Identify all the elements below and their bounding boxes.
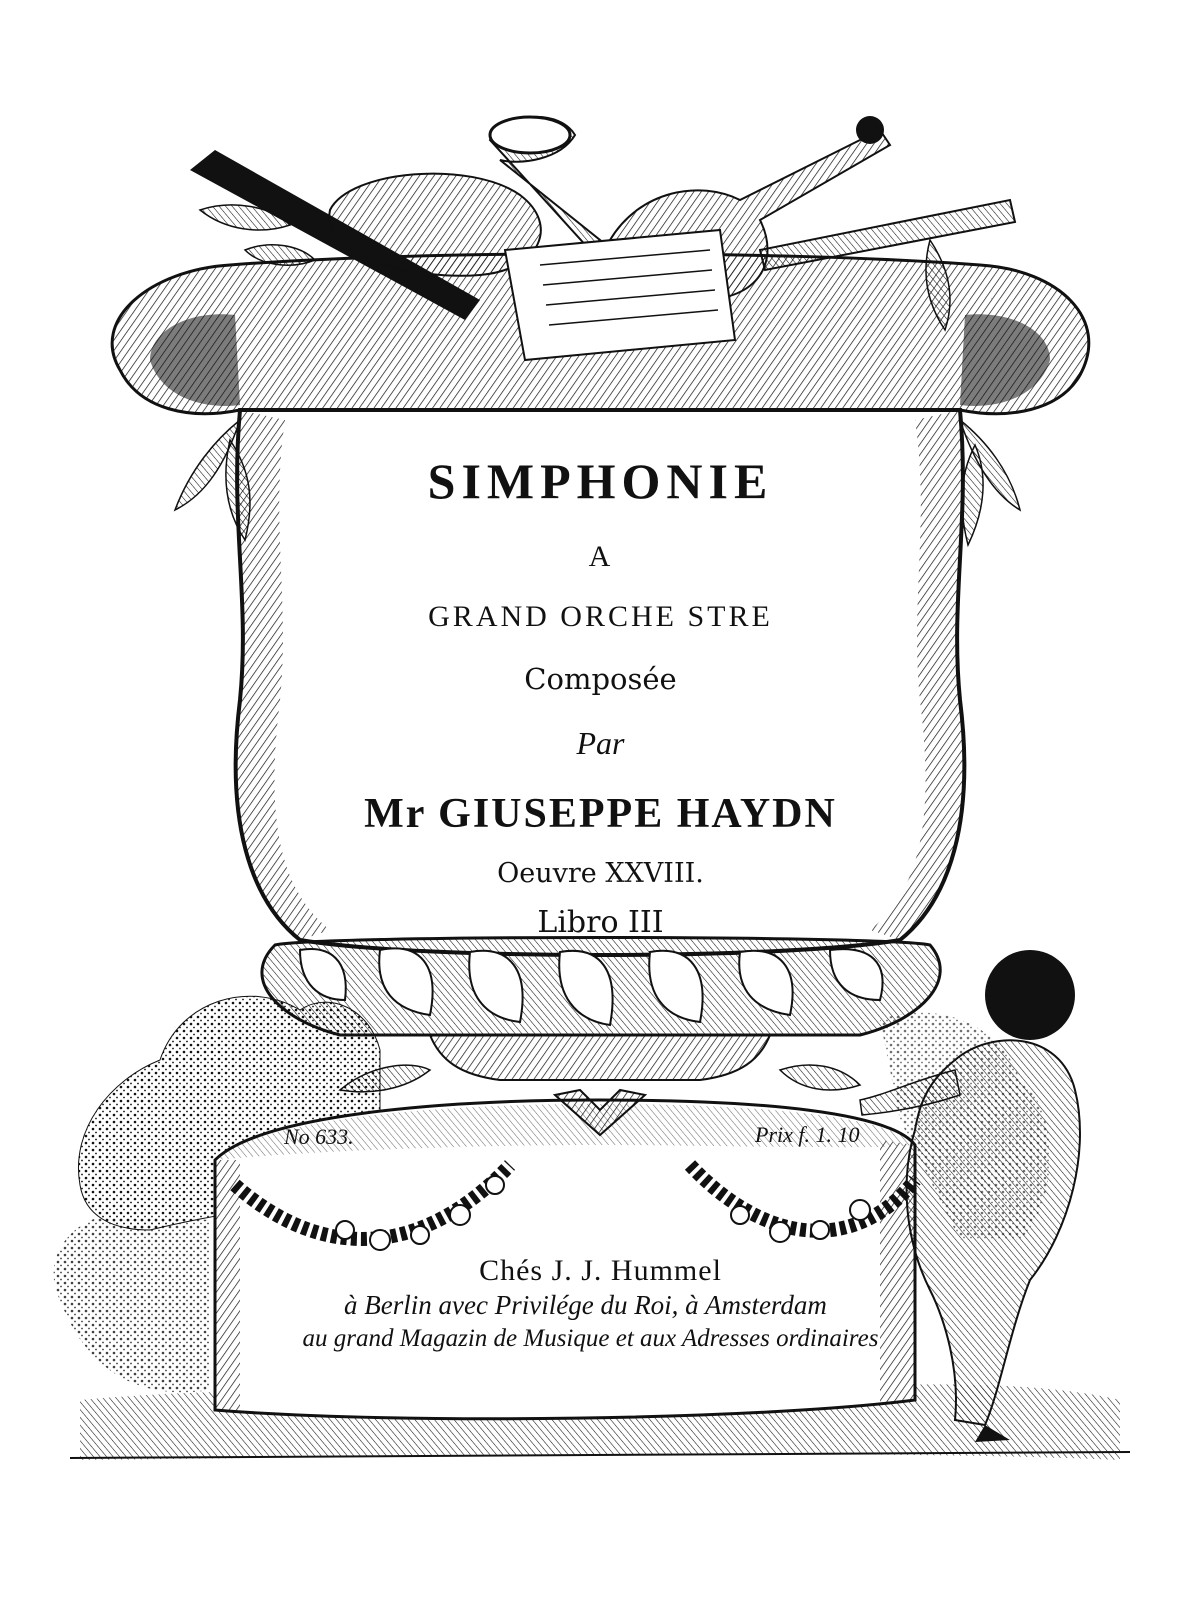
plate-number: No 633.: [284, 1124, 354, 1149]
price: Prix f. 1. 10: [755, 1122, 860, 1147]
by-label: Par: [576, 725, 625, 761]
publisher-address-line-2: au grand Magazin de Musique et aux Adresses ordinaires: [302, 1325, 879, 1352]
subtitle-orchestra: GRAND ORCHE STRE: [428, 600, 773, 633]
subtitle-a: A: [588, 540, 613, 573]
title: SIMPHONIE: [427, 453, 774, 509]
composed-label: Composée: [524, 662, 677, 696]
composer-name: Mr GIUSEPPE HAYDN: [364, 791, 837, 837]
book-number: Libro III: [537, 905, 664, 940]
publisher: Chés J. J. Hummel: [479, 1254, 722, 1287]
publisher-address-line-1: à Berlin avec Privilége du Roi, à Amsterdam: [344, 1290, 827, 1320]
opus-number: Oeuvre XXVIII.: [497, 858, 704, 889]
